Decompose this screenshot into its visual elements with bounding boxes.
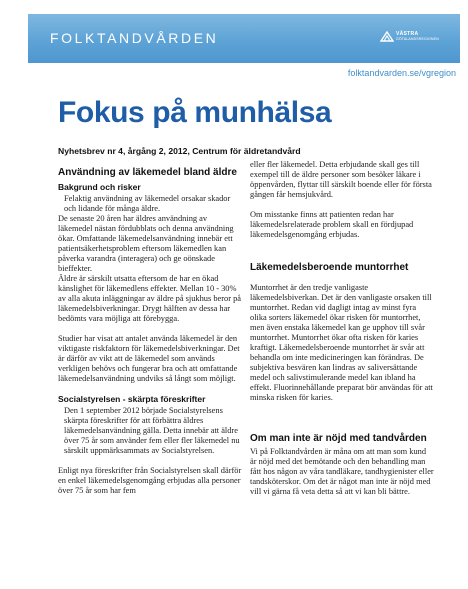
right-column (250, 160, 434, 497)
left-column (58, 167, 243, 496)
logo-text-line1: VÄSTRA (396, 31, 419, 37)
issue-line: Nyhetsbrev nr 4, årgång 2, 2012, Centrum för äldretandvård (58, 146, 301, 156)
paragraph: Enligt nya föreskrifter från Socialstyrelsen skall därför en enkel läkemedelsgenomgång erbjudas alla personer över 75 år som har fem (58, 465, 242, 495)
newsletter-title: Fokus på munhälsa (58, 96, 332, 129)
paragraph: De senaste 20 åren har äldres användning av läkemedel nästan fördubblats och denna användning ökar. Omfattande läkemedelsanvändning innebär ett patientsäkerhetsproblem eftersom läkemedlen kan påverka varandra (interagera) och ge oönskade bieffekter. (58, 213, 234, 273)
region-logo (380, 28, 450, 50)
header-banner (28, 14, 460, 63)
section-heading-complaints: Om man inte är nöjd med tandvården (250, 432, 427, 444)
paragraph: Äldre är särskilt utsatta eftersom de har en ökad känslighet för läkemedlens effekter. Mellan 10 - 30% av alla akuta inläggningar av äldre på sjukhus beror på läkemedelsbiverkningar. Drygt hälften av dessa har bedömts vara möjliga att förebygga. (58, 273, 242, 323)
subheading-background: Bakgrund och risker (58, 181, 141, 192)
paragraph: Vi på Folktandvården är måna om att man som kund är nöjd med det bemötande och den behandling man fått hos någon av våra tandläkare, tandhygienister eller tandsköterskor. Om det är något man inte är nöjd med vill vi gärna få veta detta så att vi kan bli bättre. (250, 447, 434, 496)
paragraph: Felaktig användning av läkemedel orsakar skador och lidande för många äldre. (64, 193, 231, 213)
website-link[interactable]: folktandvarden.se/vgregion (347, 68, 456, 78)
section-heading-medication: Användning av läkemedel bland äldre (58, 167, 237, 178)
region-logo-icon (380, 30, 394, 44)
subheading-socialstyrelsen: Socialstyrelsen - skärpta föreskrifter (58, 393, 206, 404)
paragraph: Muntorrhet är den tredje vanligaste läkemedelsbiverkan. Det är den vanligaste orsaken till muntorrhet. Redan vid dagligt intag av minst fyra olika sorters läkemedel ökar risken för muntorrhet, men även enstaka läkemedel kan ge upphov till svår muntorrhet. Muntorrhet ökar ofta risken för karies kraftigt. Läkemedelsberoende muntorrhet är svår att behandla om inte medicineringen kan förändras. De subjektiva besvären kan lindras av saliversättande medel och salivstimulerande medel kan ibland ha effekt. Fluorinnehållande preparat bör användas för att minska risken för karies. (250, 282, 433, 402)
section-heading-dry-mouth: Läkemedelsberoende muntorrhet (250, 262, 409, 273)
paragraph: Den 1 september 2012 började Socialstyrelsens skärpta föreskrifter för att förbättra äldres läkemedelsanvändning gälla. Detta innebär att äldre över 75 år som använder fem eller fler läkemedel nu särskilt uppmärksammats av Socialstyrelsen. (64, 405, 240, 455)
paragraph: Studier har visat att antalet använda läkemedel är den viktigaste riskfaktorn för läkemedelsbiverkningar. Det är därför av vikt att de läkemedel som används verkligen behövs och fungerar bra och att omfattande läkemedelsanvändning undviks så långt som möjligt. (58, 333, 240, 383)
paragraph: eller fler läkemedel. Detta erbjudande skall ges till exempel till de äldre personer som besöker läkare i öppenvården, flyttar till särskilt boende eller för första gången får hemsjukvård. (250, 160, 432, 199)
logo-text-line2: GÖTALANDSREGIONEN (396, 37, 439, 41)
paragraph: Om misstanke finns att patienten redan har läkemedelsrelaterade problem skall en fördjupad läkemedelsgenomgång erbjudas. (250, 210, 414, 239)
brand-name: FOLKTANDVÅRDEN (50, 30, 219, 46)
